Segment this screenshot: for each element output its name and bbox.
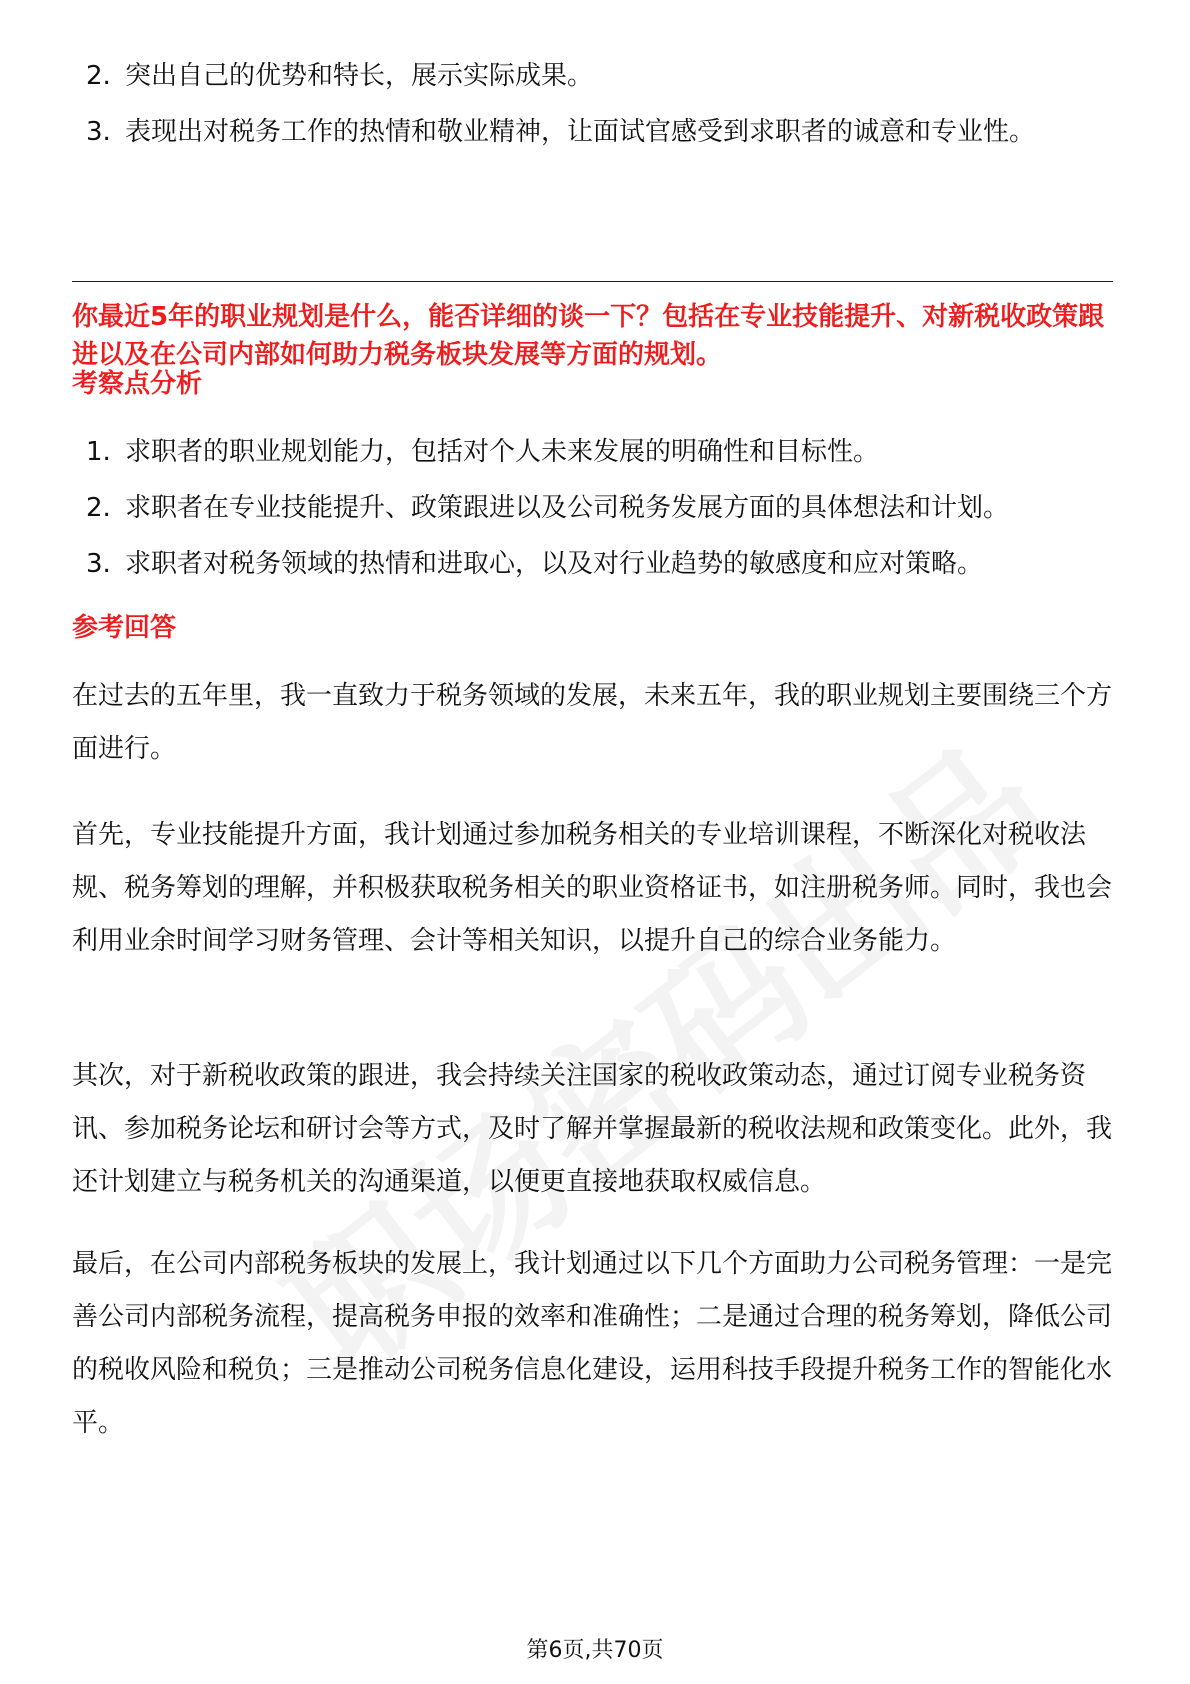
list-item-text: 求职者对税务领域的热情和进取心，以及对行业趋势的敏感度和应对策略。 [125,549,984,579]
list-item-text: 表现出对税务工作的热情和敬业精神，让面试官感受到求职者的诚意和专业性。 [125,117,1036,147]
answer-paragraph: 最后，在公司内部税务板块的发展上，我计划通过以下几个方面助力公司税务管理：一是完善公司内部税务流程，提高税务申报的效率和准确性；二是通过合理的税务筹划，降低公司的税收风险和税负；三是推动公司税务信息化建设，运用科技手段提升税务工作的智能化水平。 [72,1249,1113,1438]
interview-question: 你最近5年的职业规划是什么，能否详细的谈一下？包括在专业技能提升、对新税收政策跟进以及在公司内部如何助力税务板块发展等方面的规划。 [72,302,1105,370]
list-item [72,480,1112,536]
section-divider [72,281,1113,282]
list-item-number: 1. [86,437,111,467]
answer-paragraph: 在过去的五年里，我一直致力于税务领域的发展，未来五年，我的职业规划主要围绕三个方面进行。 [72,681,1113,764]
answer-paragraph: 其次，对于新税收政策的跟进，我会持续关注国家的税收政策动态，通过订阅专业税务资讯、参加税务论坛和研讨会等方式，及时了解并掌握最新的税收法规和政策变化。此外，我还计划建立与税务机关的沟通渠道，以便更直接地获取权威信息。 [72,1061,1113,1197]
list-item-number: 2. [86,61,111,91]
list-item [72,104,1112,160]
page-number: 第6页,共70页 [526,1638,664,1663]
answer-paragraph: 首先，专业技能提升方面，我计划通过参加税务相关的专业培训课程，不断深化对税收法规、税务筹划的理解，并积极获取税务相关的职业资格证书，如注册税务师。同时，我也会利用业余时间学习财务管理、会计等相关知识，以提升自己的综合业务能力。 [72,820,1113,956]
list-item-text: 求职者的职业规划能力，包括对个人未来发展的明确性和目标性。 [125,437,880,467]
list-item-text: 求职者在专业技能提升、政策跟进以及公司税务发展方面的具体想法和计划。 [125,493,1010,523]
list-item-number: 2. [86,493,111,523]
list-item-number: 3. [86,117,111,147]
answer-heading: 参考回答 [72,613,177,643]
list-item-number: 3. [86,549,111,579]
analysis-list [72,424,1112,592]
list-item-text: 突出自己的优势和特长，展示实际成果。 [125,61,594,91]
top-list [72,48,1112,160]
list-item [72,424,1112,480]
analysis-heading: 考察点分析 [72,369,203,399]
list-item [72,48,1112,104]
list-item [72,536,1112,592]
